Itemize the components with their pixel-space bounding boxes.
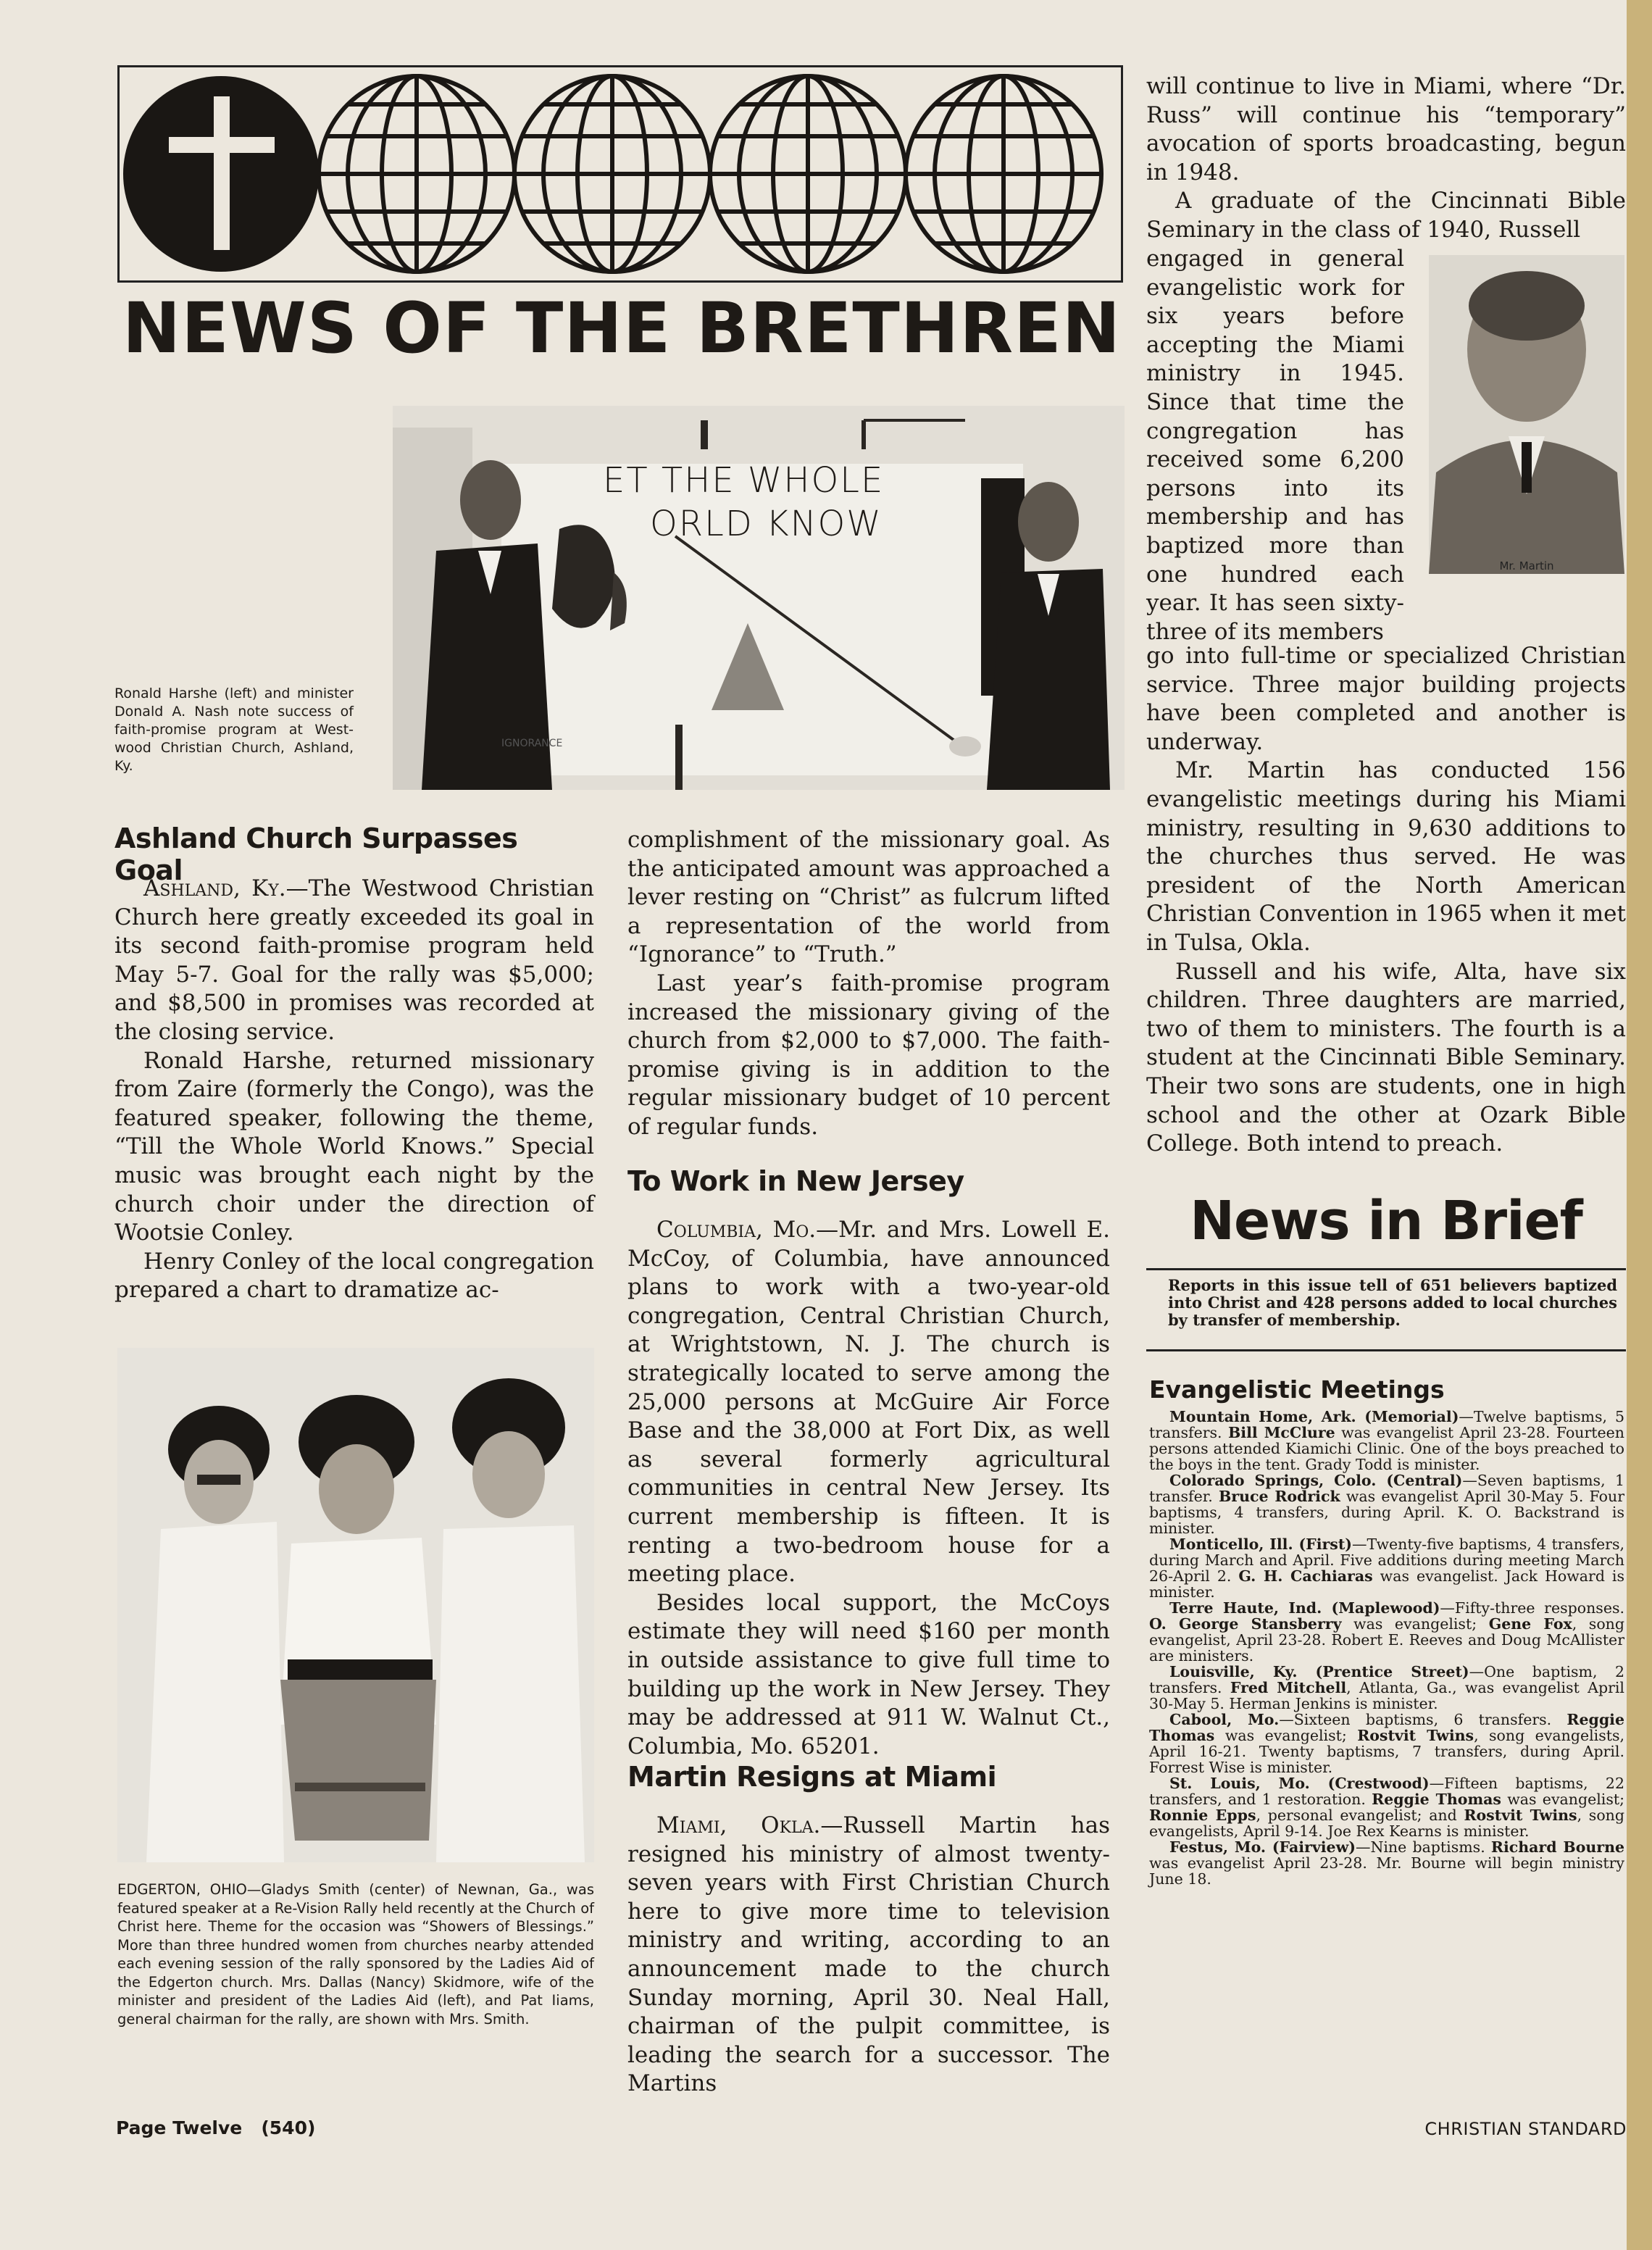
article2-p2: Besides local support, the McCoys estimate they will need $160 per month in outside assistance to give full time to building up the work in New Jersey. They may be addressed at 911 W. Walnut Ct., Columbia, Mo. 65201. [627, 1589, 1110, 1759]
article1-p2: Ronald Harshe, returned missionary from Zaire (formerly the Congo), was the featured speaker, following the theme, “Till the Whole World Knows.” Special music was brought each night by the church choir under the direction of Wootsie Conley. [114, 1047, 594, 1246]
banner-title: NEWS OF THE BRETHREN [122, 288, 1122, 369]
article3-body-col3-wrap [1146, 245, 1404, 646]
brief-rule-top [1146, 1268, 1626, 1270]
article3-p3b: engaged in general evangelistic work for six years before accepting the Miami ministry in 1945. Since that time the congregation has received some 6,200 persons into its membership and has baptized more than one hundred each year. It has seen sixty-three of its members [1146, 246, 1404, 645]
brief-entry: Mountain Home, Ark. (Memorial)—Twelve baptisms, 5 transfers. Bill McClure was evangelist April 23-28. Fourteen persons attended Kiamichi Clinic. One of the boys preached to the boys in the tent. Grady Todd is minister. [1149, 1408, 1624, 1473]
brief-entries [1149, 1409, 1624, 1887]
article1-body-col2 [627, 826, 1110, 1142]
article3-body-col3-bottom [1146, 642, 1626, 1159]
brief-section-heading: Evangelistic Meetings [1149, 1375, 1445, 1404]
article2-body [627, 1216, 1110, 1761]
photo-mr-martin [1429, 255, 1624, 574]
article1-p3: Henry Conley of the local congregation prepared a chart to dramatize ac- [114, 1248, 594, 1304]
photo1-caption: Ronald Harshe (left) and minister Donald A. Nash note success of faith-promise program at West-wood Christian Church, Ashland, Ky. [114, 686, 354, 774]
banner-logo [117, 65, 1123, 283]
cross-and-globes-icon [120, 67, 1121, 280]
brief-summary: Reports in this issue tell of 651 believers baptized into Christ and 428 persons added to local churches by transfer of membership. [1168, 1276, 1617, 1329]
brief-rule-bottom [1146, 1349, 1626, 1351]
article1-p4: complishment of the missionary goal. As the anticipated amount was approached a lever resting on “Christ” as fulcrum lifted a representation of the world from “Ignorance” to “Truth.” [627, 827, 1110, 968]
article1-heading: Ashland Church Surpasses Goal [114, 822, 518, 886]
article2-heading: To Work in New Jersey [627, 1165, 964, 1197]
brief-entry: Festus, Mo. (Fairview)—Nine baptisms. Richard Bourne was evangelist April 23-28. Mr. Bourne will begin ministry June 18. [1149, 1838, 1625, 1888]
article3-body-col3-top [1146, 72, 1626, 245]
brief-entry: Monticello, Ill. (First)—Twenty-five baptisms, 4 transfers, during March and April. Five additions during meeting March 26-April 2. G. H. Cachiaras was evangelist. Jack Howard is minister. [1149, 1536, 1624, 1601]
article1-body-col1 [114, 875, 594, 1305]
brief-entry: Cabool, Mo.—Sixteen baptisms, 6 transfers. Reggie Thomas was evangelist; Rostvit Twins, song evangelists, April 16-21. Twenty baptisms, 7 transfers, during April. Forrest Wise is minister. [1149, 1711, 1624, 1776]
poster-line2: ORLD KNOW [650, 504, 883, 544]
article3-body-col2 [627, 1812, 1110, 2099]
brief-heading: News in Brief [1190, 1190, 1582, 1252]
article2-dateline: Columbia, Mo. [656, 1217, 817, 1243]
article3-p5: Russell and his wife, Alta, have six children. Three daughters are married, two of them to ministers. The fourth is a student at the Cincinnati Bible Seminary. Their two sons are students, one in high school and the other at Ozark Bible College. Both intend to preach. [1146, 958, 1626, 1157]
article3-heading: Martin Resigns at Miami [627, 1761, 997, 1793]
photo-mr-martin-caption: Mr. Martin [1499, 559, 1554, 572]
article3-p1: —Russell Martin has resigned his ministry of almost twenty-seven years with First Christian Church here to give more time to television ministry and writing, according to an announcement made to the church Sunday morning, April 30. Neal Hall, chairman of the pulpit committee, is leading the search for a successor. The Martins [627, 1812, 1110, 2097]
page-edge [1627, 0, 1652, 2250]
article1-dateline: Ashland, Ky. [143, 875, 286, 901]
photo-harshe-nash [393, 406, 1125, 790]
article3-p3a: A graduate of the Cincinnati Bible Seminary in the class of 1940, Russell [1146, 188, 1626, 243]
photo2-caption: EDGERTON, OHIO—Gladys Smith (center) of Newnan, Ga., was featured speaker at a Re-Vision Rally held recently at the Church of Christ here. Theme for the occasion was “Showers of Blessings.” More than three hundred women from churches nearby attended each evening session of the rally sponsored by the Ladies Aid of the Edgerton church. Mrs. Dallas (Nancy) Skidmore, wife of the minister and president of the Ladies Aid (left), and Pat Iiams, general chairman for the rally, are shown with Mrs. Smith. [117, 1881, 594, 2028]
poster-small-label: IGNORANCE [501, 738, 563, 749]
article1-p1: —The Westwood Christian Church here greatly exceeded its goal in its second faith-promise program held May 5-7. Goal for the rally was $5,000; and $8,500 in promises was recorded at the closing service. [114, 875, 594, 1045]
article3-p3c: go into full-time or specialized Christian service. Three major building projects have been completed and another is underway. [1146, 643, 1626, 755]
article1-p5: Last year’s faith-promise program increased the missionary giving of the church from $2,000 to $7,000. The faith-promise giving is in addition to the regular missionary budget of 10 percent of regular funds. [627, 970, 1110, 1140]
brief-entry: Louisville, Ky. (Prentice Street)—One baptism, 2 transfers. Fred Mitchell, Atlanta, Ga., was evangelist April 30-May 5. Herman Jenkins is minister. [1149, 1663, 1624, 1712]
footer-publication: CHRISTIAN STANDARD [1424, 2119, 1627, 2139]
article3-p4: Mr. Martin has conducted 156 evangelistic meetings during his Miami ministry, resulting in 9,630 additions to the churches thus served. He was president of the North American Christian Convention in 1965 when it met in Tulsa, Okla. [1146, 757, 1626, 956]
brief-entry: Terre Haute, Ind. (Maplewood)—Fifty-three responses. O. George Stansberry was evangelist; Gene Fox, song evangelist, April 23-28. Robert E. Reeves and Doug McAllister are ministers. [1149, 1599, 1624, 1664]
article2-p1: —Mr. and Mrs. Lowell E. McCoy, of Columbia, have announced plans to work with a two-year-old congregation, Central Christian Church, at Wrightstown, N. J. The church is strategically located to serve among the 25,000 persons at McGuire Air Force Base and the 38,000 at Fort Dix, as well as several formerly agricultural communities in central New Jersey. Its current membership is fifteen. It is renting a two-bedroom house for a meeting place. [627, 1217, 1110, 1588]
photo-edgerton-women [117, 1348, 594, 1862]
brief-entry: St. Louis, Mo. (Crestwood)—Fifteen baptisms, 22 transfers, and 1 restoration. Reggie Thomas was evangelist; Ronnie Epps, personal evangelist; and Rostvit Twins, song evangelists, April 9-14. Joe Rex Kearns is minister. [1149, 1775, 1624, 1840]
poster-line1: ET THE WHOLE [603, 460, 885, 501]
footer-page-number: Page Twelve (540) [116, 2117, 316, 2138]
article3-p2: will continue to live in Miami, where “Dr. Russ” will continue his “temporary” avocation of sports broadcasting, begun in 1948. [1146, 73, 1626, 186]
brief-entry: Colorado Springs, Colo. (Central)—Seven baptisms, 1 transfer. Bruce Rodrick was evangelist April 30-May 5. Four baptisms, 4 transfers, during April. K. O. Backstrand is minister. [1149, 1472, 1624, 1537]
article3-dateline: Miami, Okla. [656, 1812, 821, 1838]
